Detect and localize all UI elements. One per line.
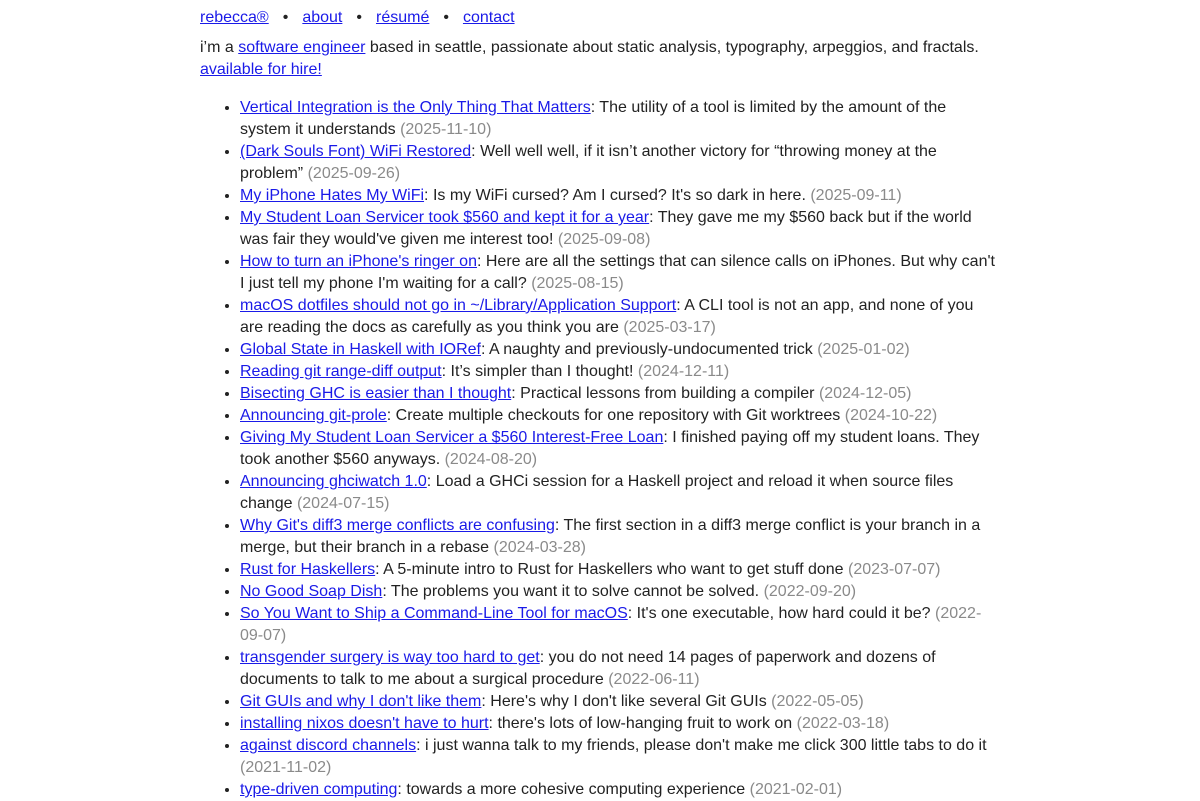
- post-date: (2024-12-05): [818, 385, 912, 402]
- post-date: (2021-02-01): [749, 781, 843, 798]
- post-title-link[interactable]: Rust for Haskellers: [240, 561, 376, 578]
- post-date: (2022-09-07): [240, 605, 982, 644]
- post-list-item: [240, 427, 1000, 471]
- post-title-link[interactable]: Global State in Haskell with IORef: [240, 341, 481, 358]
- nav-resume-link[interactable]: résumé: [375, 9, 430, 26]
- post-date: (2024-10-22): [844, 407, 938, 424]
- post-date: (2022-05-05): [771, 693, 864, 710]
- post-title-link[interactable]: Bisecting GHC is easier than I thought: [240, 385, 512, 402]
- post-list-item: [240, 383, 1000, 405]
- post-list-item: [240, 97, 1000, 141]
- post-description: : i just wanna talk to my friends, please don't make me click 300 little tabs to do it: [416, 737, 987, 754]
- nav-about-link[interactable]: about: [302, 9, 343, 26]
- post-description: : Well well well, if it isn’t another victory for “throwing money at the problem”: [240, 143, 937, 182]
- post-list-item: [240, 735, 1000, 779]
- post-date: (2024-03-28): [493, 539, 586, 556]
- software-engineer-link[interactable]: software engineer: [238, 39, 366, 56]
- post-title-link[interactable]: macOS dotfiles should not go in ~/Library/Application Support: [240, 297, 677, 314]
- post-list-item: [240, 141, 1000, 185]
- post-list: [200, 97, 1000, 801]
- post-description: : Load a GHCi session for a Haskell project and reload it when source files change: [240, 473, 954, 512]
- intro-paragraph: [200, 37, 1000, 81]
- post-title-link[interactable]: My Student Loan Servicer took $560 and kept it for a year: [240, 209, 650, 226]
- top-nav: [200, 7, 1000, 29]
- post-description: : They gave me my $560 back but if the world was fair they would've given me interest too!: [240, 209, 972, 248]
- post-list-item: [240, 339, 1000, 361]
- post-title-link[interactable]: Announcing ghciwatch 1.0: [240, 473, 427, 490]
- post-list-item: [240, 779, 1000, 801]
- post-list-item: [240, 207, 1000, 251]
- nav-separator: •: [282, 9, 289, 26]
- nav-home-link[interactable]: rebecca®: [200, 9, 269, 26]
- post-title-link[interactable]: (Dark Souls Font) WiFi Restored: [240, 143, 472, 160]
- post-list-item: [240, 603, 1000, 647]
- post-date: (2025-01-02): [817, 341, 910, 358]
- post-title-link[interactable]: transgender surgery is way too hard to get: [240, 649, 540, 666]
- post-date: (2025-11-10): [400, 121, 492, 138]
- post-title-link[interactable]: No Good Soap Dish: [240, 583, 383, 600]
- post-list-item: [240, 295, 1000, 339]
- post-list-item: [240, 559, 1000, 581]
- nav-separator: •: [356, 9, 362, 26]
- post-description: : Practical lessons from building a compiler: [511, 385, 815, 402]
- post-list-item: [240, 185, 1000, 207]
- post-description: : I finished paying off my student loans. They took another $560 anyways.: [240, 429, 980, 468]
- post-title-link[interactable]: type-driven computing: [240, 781, 398, 798]
- post-description: : A 5-minute intro to Rust for Haskellers who want to get stuff done: [375, 561, 844, 578]
- post-list-item: [240, 405, 1000, 427]
- post-title-link[interactable]: Git GUIs and why I don't like them: [240, 693, 482, 710]
- post-date: (2022-09-20): [763, 583, 857, 600]
- post-description: : A naughty and previously-undocumented trick: [481, 341, 813, 358]
- post-date: (2024-08-20): [444, 451, 538, 468]
- post-date: (2024-07-15): [296, 495, 390, 512]
- post-date: (2022-03-18): [796, 715, 890, 732]
- post-list-item: [240, 515, 1000, 559]
- nav-contact-link[interactable]: contact: [462, 9, 515, 26]
- post-title-link[interactable]: Vertical Integration is the Only Thing That Matters: [240, 99, 591, 116]
- post-date: (2021-11-02): [240, 759, 332, 776]
- available-for-hire-link[interactable]: available for hire!: [200, 61, 322, 78]
- post-list-item: [240, 361, 1000, 383]
- post-date: (2025-09-11): [810, 187, 902, 204]
- post-title-link[interactable]: Reading git range-diff output: [240, 363, 442, 380]
- post-date: (2022-06-11): [608, 671, 700, 688]
- post-description: : Here are all the settings that can silence calls on iPhones. But why can't I just tell my phone I'm waiting for a call?: [240, 253, 995, 292]
- post-list-item: [240, 471, 1000, 515]
- post-title-link[interactable]: So You Want to Ship a Command-Line Tool for macOS: [240, 605, 628, 622]
- post-date: (2024-12-11): [637, 363, 730, 380]
- nav-separator: •: [443, 9, 449, 26]
- post-list-item: [240, 251, 1000, 295]
- post-title-link[interactable]: Announcing git-prole: [240, 407, 387, 424]
- post-date: (2025-03-17): [623, 319, 716, 336]
- post-title-link[interactable]: against discord channels: [240, 737, 417, 754]
- post-description: : It's one executable, how hard could it be?: [627, 605, 931, 622]
- post-title-link[interactable]: installing nixos doesn't have to hurt: [240, 715, 489, 732]
- page: [200, 7, 1000, 801]
- post-list-item: [240, 647, 1000, 691]
- post-description: : there's lots of low-hanging fruit to work on: [488, 715, 793, 732]
- post-title-link[interactable]: Giving My Student Loan Servicer a $560 Interest-Free Loan: [240, 429, 664, 446]
- post-description: : Here's why I don't like several Git GUIs: [481, 693, 767, 710]
- post-description: : Create multiple checkouts for one repository with Git worktrees: [386, 407, 841, 424]
- post-description: : A CLI tool is not an app, and none of you are reading the docs as carefully as you think you are: [240, 297, 974, 336]
- post-title-link[interactable]: How to turn an iPhone's ringer on: [240, 253, 477, 270]
- post-title-link[interactable]: Why Git's diff3 merge conflicts are confusing: [240, 517, 555, 534]
- post-description: : The first section in a diff3 merge conflict is your branch in a merge, but their branch in a rebase: [240, 517, 981, 556]
- post-description: : The problems you want it to solve cannot be solved.: [382, 583, 760, 600]
- intro-prefix: i’m a: [200, 39, 239, 56]
- intro-text: based in seattle, passionate about static analysis, typography, arpeggios, and fractals.: [365, 39, 979, 56]
- post-description: : you do not need 14 pages of paperwork and dozens of documents to talk to me about a surgical procedure: [240, 649, 936, 688]
- post-date: (2025-09-08): [557, 231, 651, 248]
- post-list-item: [240, 713, 1000, 735]
- post-description: : towards a more cohesive computing experience: [397, 781, 746, 798]
- post-list-item: [240, 691, 1000, 713]
- post-date: (2023-07-07): [848, 561, 941, 578]
- post-description: : Is my WiFi cursed? Am I cursed? It's so dark in here.: [424, 187, 806, 204]
- post-description: : The utility of a tool is limited by the amount of the system it understands: [240, 99, 947, 138]
- post-list-item: [240, 581, 1000, 603]
- post-description: : It’s simpler than I thought!: [441, 363, 634, 380]
- post-date: (2025-08-15): [531, 275, 624, 292]
- post-title-link[interactable]: My iPhone Hates My WiFi: [240, 187, 425, 204]
- post-date: (2025-09-26): [307, 165, 401, 182]
